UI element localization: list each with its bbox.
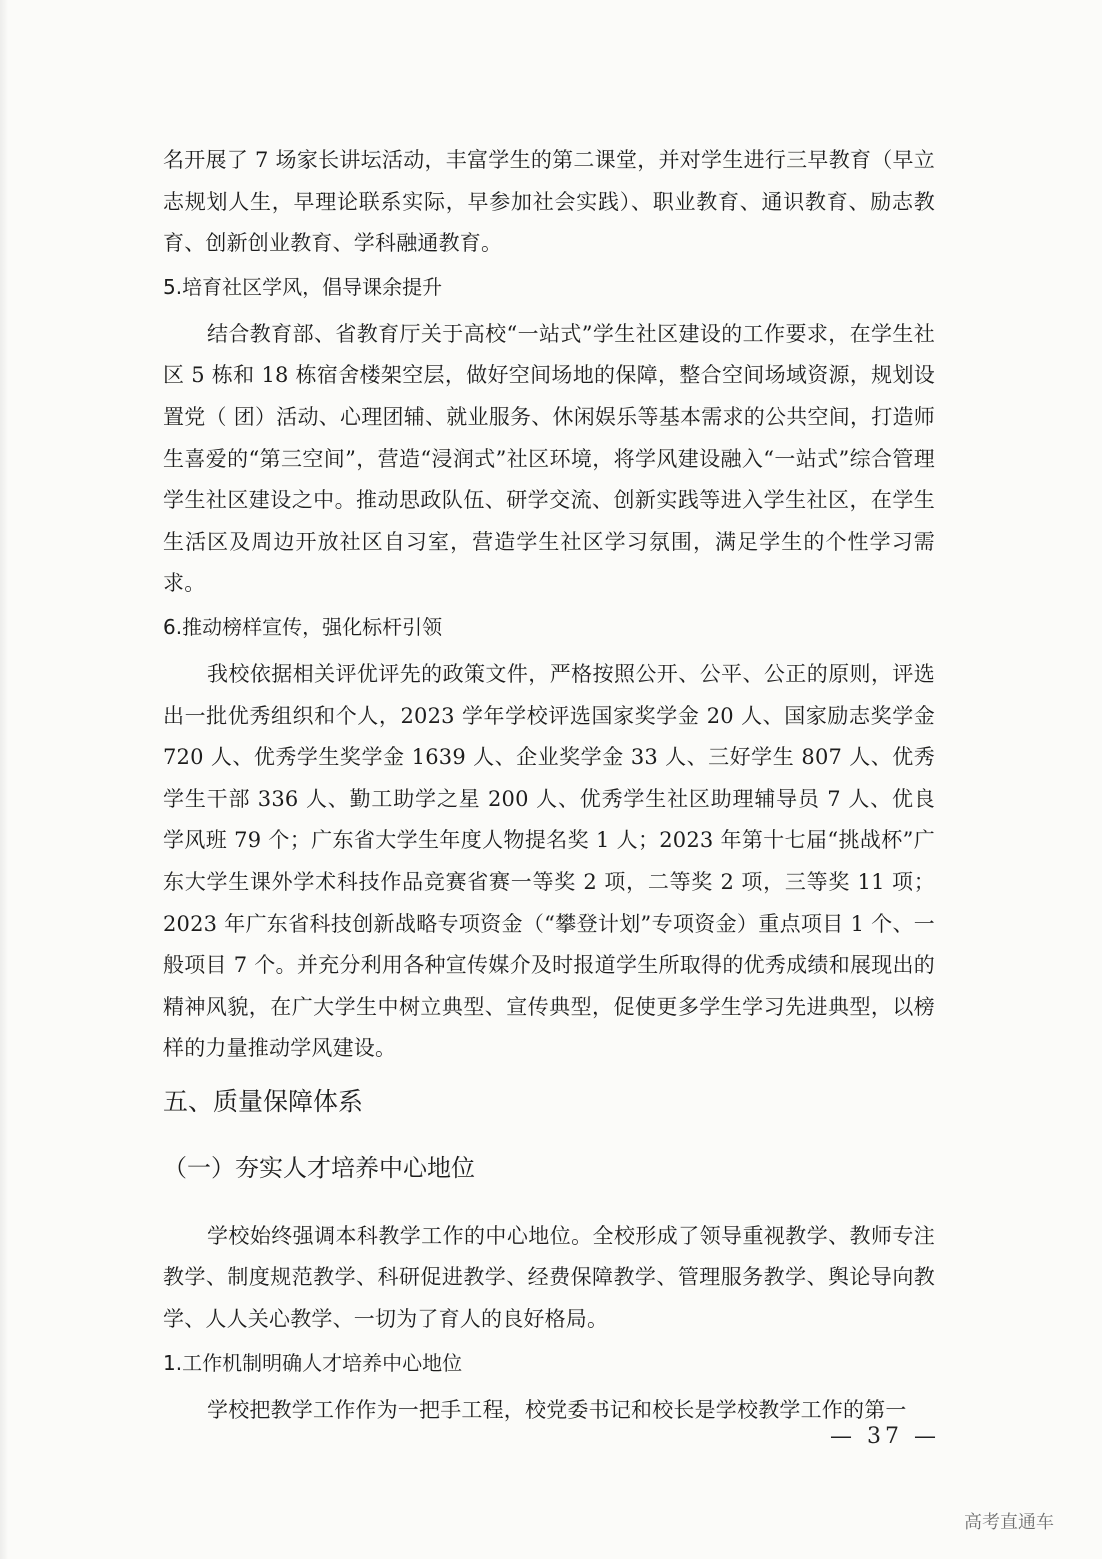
paragraph-teaching-center: 学校始终强调本科教学工作的中心地位。全校形成了领导重视教学、教师专注教学、制度规范教学、科研促进教学、经费保障教学、管理服务教学、舆论导向教学、人人关心教学、一切为了育人的良好格局。: [163, 1223, 935, 1332]
scan-edge-shadow: [0, 0, 8, 1559]
page-number: — 37 —: [830, 1424, 940, 1449]
subheading-role-models: 6.推动榜样宣传，强化标杆引领: [163, 614, 443, 639]
paragraph-community: 结合教育部、省教育厅关于高校“一站式”学生社区建设的工作要求，在学生社区 5 栋和 18 栋宿舍楼架空层，做好空间场地的保障，整合空间场域资源，规划设置党（ 团）活动、心理团辅、就业服务、休闲娱乐等基本需求的公共空间，打造师生喜爱的“第三空间”，营造“浸润式”社区环境，将学风建设融入“一站式”综合管理学生社区建设之中。推动思政队伍、研学交流、创新实践等进入学生社区，在学生生活区及周边开放社区自习室，营造学生社区学习氛围，满足学生的个性学习需求。: [163, 321, 935, 596]
document-body: [163, 140, 935, 1438]
paragraph-leadership: 学校把教学工作作为一把手工程，校党委书记和校长是学校教学工作的第一: [207, 1397, 907, 1422]
paragraph-continued: 名开展了 7 场家长讲坛活动，丰富学生的第二课堂，并对学生进行三早教育（早立志规划人生，早理论联系实际，早参加社会实践）、职业教育、通识教育、励志教育、创新创业教育、学科融通教育。: [163, 148, 935, 256]
subheading-community-study: 5.培育社区学风，倡导课余提升: [163, 274, 443, 299]
paragraph-awards: 我校依据相关评优评先的政策文件，严格按照公开、公平、公正的原则，评选出一批优秀组织和个人，2023 学年学校评选国家奖学金 20 人、国家励志奖学金 720 人、优秀学生奖学金 1639 人、企业奖学金 33 人、三好学生 807 人、优秀学生干部 336 人、勤工助学之星 200 人、优秀学生社区助理辅导员 7 人、优良学风班 79 个；广东省大学生年度人物提名奖 1 人；2023 年第十七届“挑战杯”广东大学生课外学术科技作品竞赛省赛一等奖 2 项，二等奖 2 项，三等奖 11 项；2023 年广东省科技创新战略专项资金（“攀登计划”专项资金）重点项目 1 个、一般项目 7 个。并充分利用各种宣传媒介及时报道学生所取得的优秀成绩和展现出的精神风貌，在广大学生中树立典型、宣传典型，促使更多学生学习先进典型，以榜样的力量推动学风建设。: [163, 661, 935, 1061]
section-heading-quality-assurance: 五、质量保障体系: [163, 1086, 364, 1116]
watermark: 高考直通车: [964, 1512, 1054, 1533]
subsection-heading-talent-training: （一）夯实人才培养中心地位: [163, 1153, 475, 1182]
subheading-work-mechanism: 1.工作机制明确人才培养中心地位: [163, 1350, 463, 1375]
